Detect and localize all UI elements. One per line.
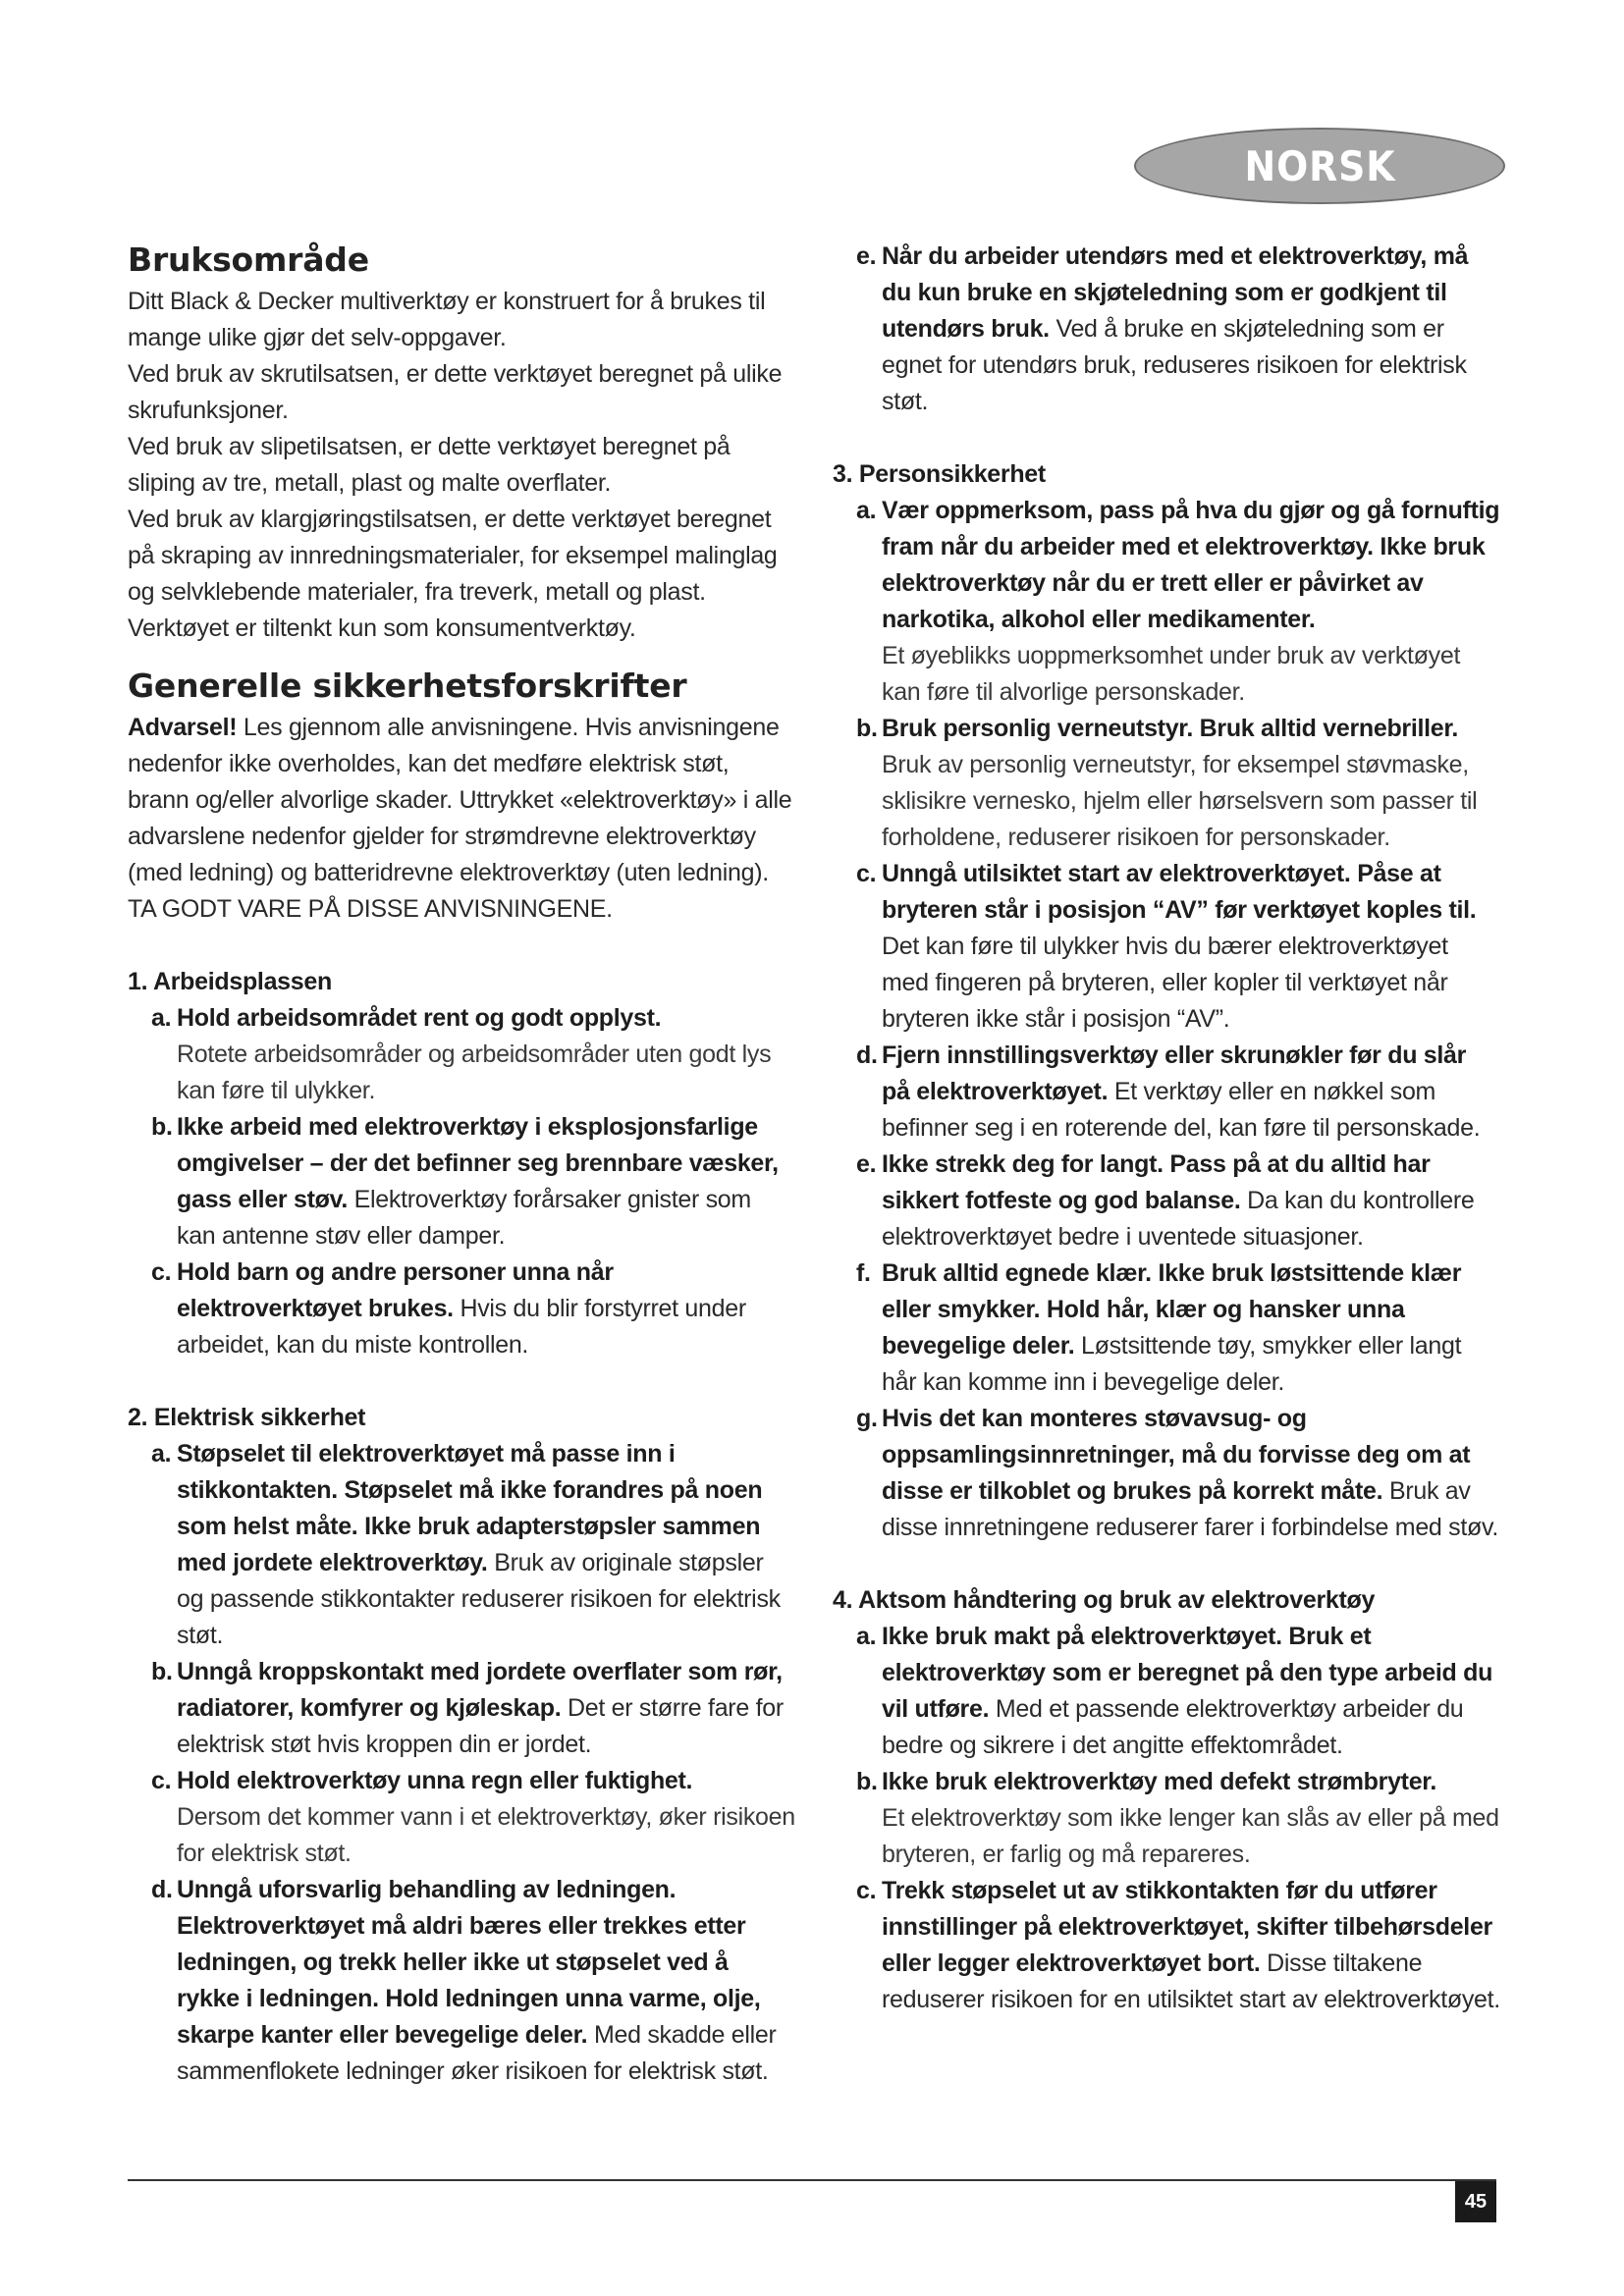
list-item bbox=[128, 1654, 795, 1763]
list-item bbox=[128, 1436, 795, 1654]
item-text: Bruk av disse innretningene reduserer farer i forbindelse med støv. bbox=[882, 1477, 1498, 1541]
item-bold: Hold elektroverktøy unna regn eller fuktighet. bbox=[177, 1767, 693, 1794]
left-column bbox=[128, 239, 795, 2090]
item-marker: c. bbox=[151, 1767, 172, 1794]
item-marker: g. bbox=[856, 1405, 878, 1432]
item-bold: Unngå kroppskontakt med jordete overflater som rør, radiatorer, komfyrer og kjøleskap. bbox=[177, 1658, 783, 1722]
list-item bbox=[833, 711, 1500, 856]
item-text: Løstsittende tøy, smykker eller langt hår kan komme inn i bevegelige deler. bbox=[882, 1332, 1462, 1396]
list-item bbox=[833, 1619, 1500, 1764]
item-text: Da kan du kontrollere elektroverktøyet bedre i uventede situasjoner. bbox=[882, 1187, 1475, 1251]
warning-paragraph bbox=[128, 710, 795, 891]
aktsom-heading: 4. Aktsom håndtering og bruk av elektroverktøy bbox=[833, 1586, 1376, 1614]
item-text: Bruk av originale støpsler og passende stikkontakter reduserer risikoen for elektrisk støt. bbox=[177, 1549, 781, 1649]
item-text: Ved å bruke en skjøteledning som er egnet for utendørs bruk, reduseres risikoen for elektrisk støt. bbox=[882, 315, 1467, 415]
item-marker: d. bbox=[151, 1876, 173, 1903]
item-text: Bruk av personlig verneutstyr, for eksempel støvmaske, sklisikre vernesko, hjelm eller hørselsvern som passer til forholdene, reduserer risikoen for personskader. bbox=[882, 751, 1478, 851]
item-bold: Ikke bruk elektroverktøy med defekt strømbryter. bbox=[882, 1768, 1437, 1795]
bruksomrade-paragraph: Ved bruk av slipetilsatsen, er dette verktøyet beregnet på sliping av tre, metall, plast og malte overflater. bbox=[128, 433, 731, 497]
item-bold: Bruk alltid egnede klær. Ikke bruk løstsittende klær eller smykker. Hold hår, klær og hansker unna bevegelige deler. bbox=[882, 1259, 1462, 1360]
item-marker: c. bbox=[151, 1258, 172, 1286]
list-item bbox=[128, 1763, 795, 1872]
item-bold: Hold arbeidsområdet rent og godt opplyst. bbox=[177, 1004, 662, 1032]
list-item bbox=[128, 1000, 795, 1109]
item-text: Hvis du blir forstyrret under arbeidet, kan du miste kontrollen. bbox=[177, 1295, 746, 1359]
item-marker: a. bbox=[151, 1440, 172, 1468]
item-bold: Støpselet til elektroverktøyet må passe inn i stikkontakten. Støpselet må ikke forandres på noen som helst måte. Ikke bruk adapterstøpsler sammen med jordete elektroverktøy. bbox=[177, 1440, 763, 1576]
bruksomrade-title: Bruksområde bbox=[128, 240, 369, 279]
item-bold: Bruk personlig verneutstyr. Bruk alltid vernebriller. bbox=[882, 715, 1459, 742]
item-marker: f. bbox=[856, 1259, 871, 1287]
right-column bbox=[833, 239, 1500, 2018]
item-text: Med et passende elektroverktøy arbeider du bedre og sikrere i det angitte effektområdet. bbox=[882, 1695, 1464, 1759]
item-marker: e. bbox=[856, 1150, 877, 1178]
item-marker: d. bbox=[856, 1041, 878, 1069]
item-bold: Unngå utilsiktet start av elektroverktøyet. Påse at bryteren står i posisjon “AV” før verktøyet koples til. bbox=[882, 860, 1477, 924]
item-bold: Ikke strekk deg for langt. Pass på at du alltid har sikkert fotfeste og god balanse. bbox=[882, 1150, 1431, 1214]
item-bold: Når du arbeider utendørs med et elektroverktøy, må du kun bruke en skjøteledning som er godkjent til utendørs bruk. bbox=[882, 242, 1469, 343]
keep-instructions: TA GODT VARE PÅ DISSE ANVISNINGENE. bbox=[128, 895, 613, 923]
item-bold: Trekk støpselet ut av stikkontakten før du utfører innstillinger på elektroverktøyet, skifter tilbehørsdeler eller legger elektroverktøyet bort. bbox=[882, 1877, 1492, 1977]
warning-label: Advarsel! bbox=[128, 714, 238, 741]
item-text: Med skadde eller sammenflokete ledninger øker risikoen for elektrisk støt. bbox=[177, 2021, 777, 2085]
list-item bbox=[128, 1109, 795, 1255]
list-item bbox=[833, 493, 1500, 711]
list-item bbox=[128, 1872, 795, 2090]
list-item bbox=[833, 1038, 1500, 1147]
item-text: Rotete arbeidsområder og arbeidsområder uten godt lys kan føre til ulykker. bbox=[177, 1041, 772, 1104]
item-marker: b. bbox=[151, 1658, 173, 1685]
item-bold: Vær oppmerksom, pass på hva du gjør og gå fornuftig fram når du arbeider med et elektroverktøy. Ikke bruk elektroverktøy når du er trett eller er påvirket av narkotika, alkohol eller medikamenter. bbox=[882, 497, 1500, 633]
list-item bbox=[833, 1764, 1500, 1873]
bruksomrade-paragraph: Ditt Black & Decker multiverktøy er konstruert for å brukes til mange ulike gjør det selv-oppgaver. bbox=[128, 288, 766, 351]
item-marker: b. bbox=[151, 1113, 173, 1141]
item-marker: c. bbox=[856, 860, 877, 887]
item-marker: b. bbox=[856, 1768, 878, 1795]
list-item bbox=[833, 1873, 1500, 2018]
item-marker: e. bbox=[856, 242, 877, 270]
item-bold: Hold barn og andre personer unna når elektroverktøyet brukes. bbox=[177, 1258, 614, 1322]
arbeidsplassen-heading: 1. Arbeidsplassen bbox=[128, 968, 332, 995]
item-marker: a. bbox=[856, 497, 877, 524]
list-item bbox=[833, 1147, 1500, 1255]
item-bold: Hvis det kan monteres støvavsug- og oppsamlingsinnretninger, må du forvisse deg om at disse er tilkoblet og brukes på korrekt måte. bbox=[882, 1405, 1471, 1505]
list-item bbox=[833, 1401, 1500, 1546]
item-text: Et verktøy eller en nøkkel som befinner seg i en roterende del, kan føre til personskade. bbox=[882, 1078, 1481, 1142]
bruksomrade-paragraph: Ved bruk av klargjøringstilsatsen, er dette verktøyet beregnet på skraping av innredningsmaterialer, for eksempel malinglag og selvklebende materialer, fra treverk, metall og plast. bbox=[128, 506, 778, 606]
language-badge bbox=[1134, 128, 1505, 204]
item-text: Det kan føre til ulykker hvis du bærer elektroverktøyet med fingeren på bryteren, eller kopler til verktøyet når bryteren ikke står i posisjon “AV”. bbox=[882, 933, 1448, 1033]
item-bold: Ikke bruk makt på elektroverktøyet. Bruk et elektroverktøy som er beregnet på den type arbeid du vil utføre. bbox=[882, 1623, 1493, 1723]
item-marker: a. bbox=[856, 1623, 877, 1650]
item-bold: Ikke arbeid med elektroverktøy i eksplosjonsfarlige omgivelser – der det befinner seg brennbare væsker, gass eller støv. bbox=[177, 1113, 779, 1213]
item-text: Et øyeblikks uoppmerksomhet under bruk av verktøyet kan føre til alvorlige personskader. bbox=[882, 642, 1461, 706]
bruksomrade-paragraph: Ved bruk av skrutilsatsen, er dette verktøyet beregnet på ulike skrufunksjoner. bbox=[128, 360, 783, 424]
list-item bbox=[833, 239, 1500, 420]
item-text: Elektroverktøy forårsaker gnister som kan antenne støv eller damper. bbox=[177, 1186, 751, 1250]
list-item bbox=[833, 1255, 1500, 1401]
item-text: Et elektroverktøy som ikke lenger kan slås av eller på med bryteren, er farlig og må repareres. bbox=[882, 1804, 1499, 1868]
elektrisk-heading: 2. Elektrisk sikkerhet bbox=[128, 1404, 366, 1431]
item-marker: c. bbox=[856, 1877, 877, 1904]
item-marker: b. bbox=[856, 715, 878, 742]
footer-rule bbox=[128, 2179, 1496, 2181]
item-bold: Unngå uforsvarlig behandling av ledningen. Elektroverktøyet må aldri bæres eller trekkes etter ledningen, og trekk heller ikke ut støpselet ved å rykke i ledningen. Hold ledningen unna varme, olje, skarpe kanter eller bevegelige deler. bbox=[177, 1876, 761, 2049]
item-marker: a. bbox=[151, 1004, 172, 1032]
bruksomrade-paragraph: Verktøyet er tiltenkt kun som konsumentverktøy. bbox=[128, 614, 636, 642]
item-text: Disse tiltakene reduserer risikoen for en utilsiktet start av elektroverktøyet. bbox=[882, 1949, 1500, 2013]
language-badge-label: NORSK bbox=[1244, 141, 1395, 190]
page-number: 45 bbox=[1455, 2181, 1496, 2222]
list-item bbox=[833, 856, 1500, 1038]
personsikkerhet-heading: 3. Personsikkerhet bbox=[833, 460, 1046, 488]
item-text: Dersom det kommer vann i et elektroverktøy, øker risikoen for elektrisk støt. bbox=[177, 1803, 795, 1867]
item-text: Det er større fare for elektrisk støt hvis kroppen din er jordet. bbox=[177, 1694, 784, 1758]
generelle-title: Generelle sikkerhetsforskrifter bbox=[128, 667, 687, 705]
item-bold: Fjern innstillingsverktøy eller skrunøkler før du slår på elektroverktøyet. bbox=[882, 1041, 1467, 1105]
list-item bbox=[128, 1255, 795, 1363]
warning-text: Les gjennom alle anvisningene. Hvis anvisningene nedenfor ikke overholdes, kan det medføre elektrisk støt, brann og/eller alvorlige skader. Uttrykket «elektroverktøy» i alle advarslene nedenfor gjelder for strømdrevne elektroverktøy (med ledning) og batteridrevne elektroverktøy (uten ledning). bbox=[128, 714, 792, 886]
